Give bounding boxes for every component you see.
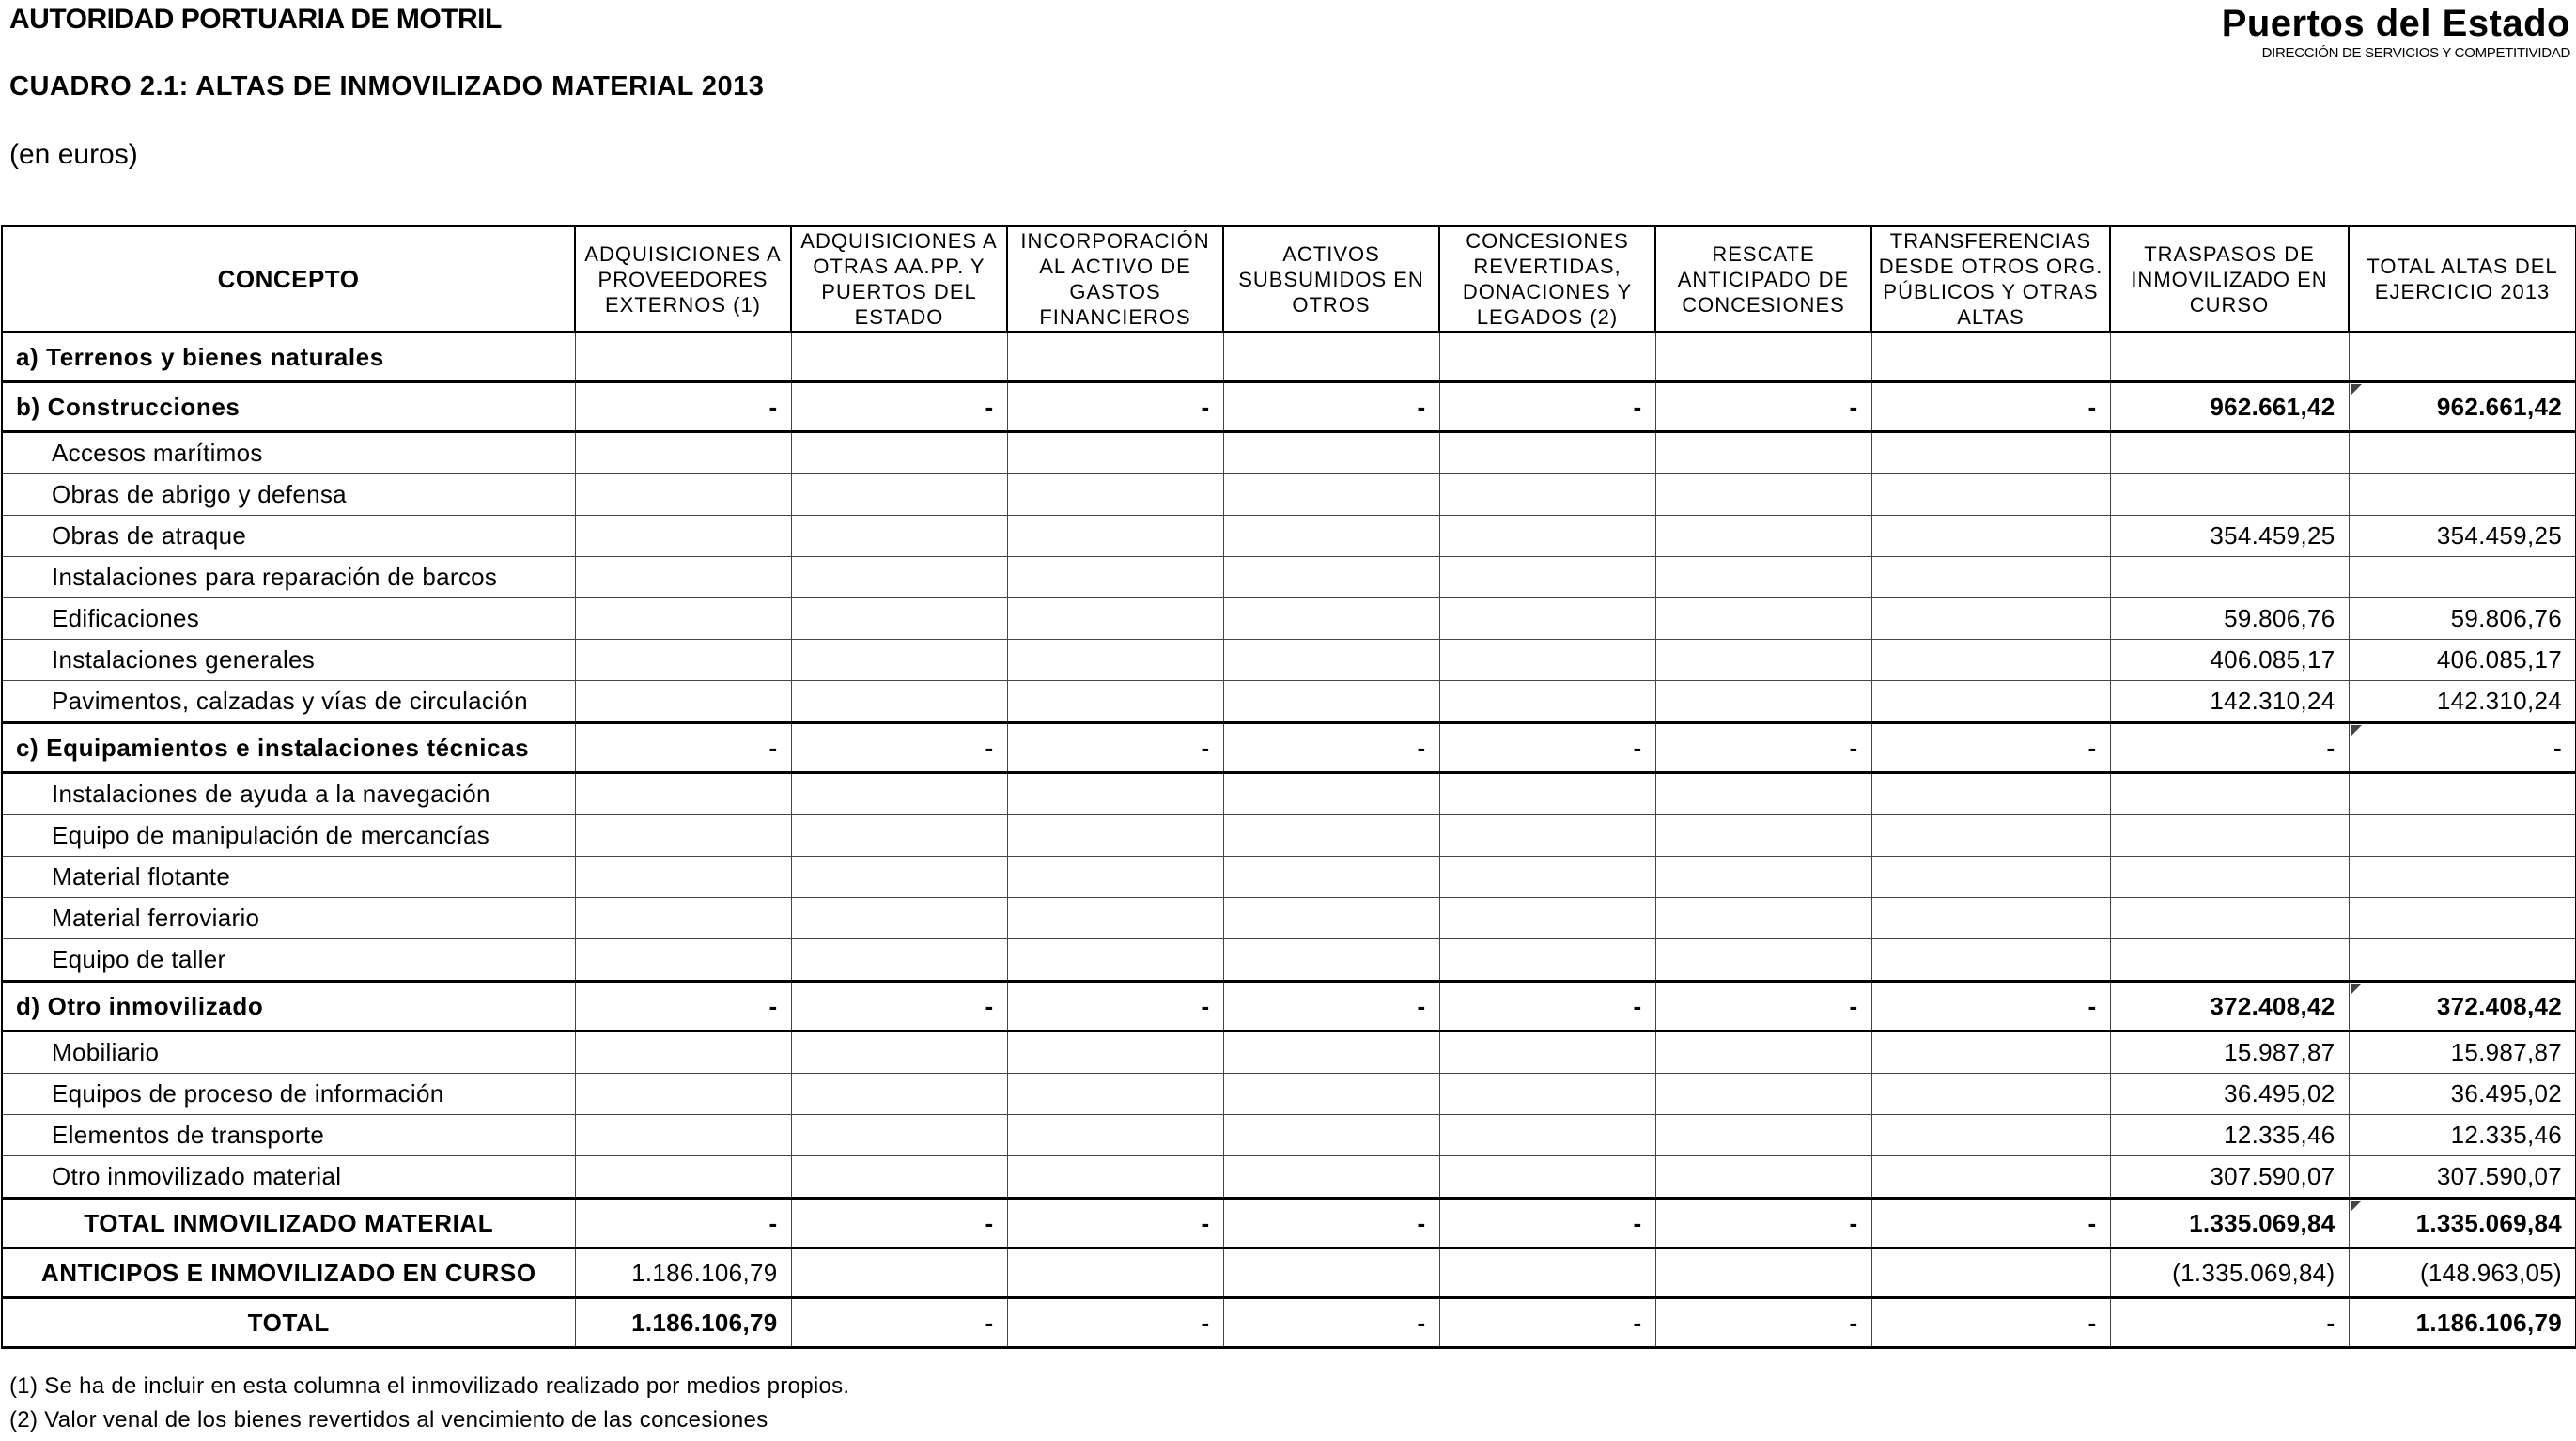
cell-value: 12.335,46 <box>2349 1115 2576 1156</box>
cell-value: - <box>1871 1298 2110 1348</box>
cell-value <box>575 857 791 898</box>
table-row <box>2 1031 2576 1074</box>
column-header-1 <box>575 226 791 333</box>
cell-value <box>1871 898 2110 939</box>
row-concept: Equipos de proceso de información <box>2 1074 575 1115</box>
cell-value <box>1007 516 1223 557</box>
cell-value <box>2110 939 2349 982</box>
cell-value <box>1439 681 1655 723</box>
cell-value <box>1439 773 1655 815</box>
cell-value <box>1439 1156 1655 1199</box>
cell-value <box>575 773 791 815</box>
cell-value: - <box>575 723 791 773</box>
cell-value <box>2349 557 2576 598</box>
cell-value <box>1871 432 2110 474</box>
table-row <box>2 773 2576 815</box>
row-concept: Obras de abrigo y defensa <box>2 474 575 516</box>
row-concept: Equipo de manipulación de mercancías <box>2 815 575 857</box>
table-row <box>2 640 2576 681</box>
cell-value <box>1655 598 1871 640</box>
cell-value: - <box>1871 723 2110 773</box>
cell-value <box>1007 815 1223 857</box>
cell-value <box>1439 432 1655 474</box>
cell-value <box>2110 432 2349 474</box>
table-row <box>2 898 2576 939</box>
cell-value <box>1439 1074 1655 1115</box>
cell-value <box>2349 773 2576 815</box>
row-concept: Equipo de taller <box>2 939 575 982</box>
cell-value: (148.963,05) <box>2349 1248 2576 1298</box>
cell-value <box>1007 598 1223 640</box>
column-header-label: TOTAL ALTAS DEL EJERCICIO 2013 <box>2367 255 2558 303</box>
column-header-label: CONCESIONES REVERTIDAS, DONACIONES Y LEGADOS (2) <box>1462 230 1633 328</box>
cell-value <box>2110 857 2349 898</box>
cell-value: - <box>1439 982 1655 1031</box>
cell-value: - <box>1007 382 1223 432</box>
row-concept: Obras de atraque <box>2 516 575 557</box>
cell-value <box>1655 432 1871 474</box>
cell-value: 142.310,24 <box>2349 681 2576 723</box>
table-header-row <box>2 226 2576 333</box>
cell-value <box>2349 857 2576 898</box>
cell-value <box>1439 1031 1655 1074</box>
cell-value <box>1655 1031 1871 1074</box>
cell-value <box>1655 939 1871 982</box>
cell-value: - <box>791 1199 1007 1248</box>
cell-value <box>791 1074 1007 1115</box>
cell-value <box>575 598 791 640</box>
cell-value <box>1439 640 1655 681</box>
cell-value: - <box>1223 1199 1439 1248</box>
cell-value <box>1439 1248 1655 1298</box>
cell-value: - <box>1223 723 1439 773</box>
cell-value <box>791 773 1007 815</box>
cell-value: - <box>1655 723 1871 773</box>
cell-value: - <box>1007 723 1223 773</box>
row-concept: Instalaciones de ayuda a la navegación <box>2 773 575 815</box>
cell-value <box>1655 815 1871 857</box>
cell-value <box>2349 939 2576 982</box>
table-row <box>2 516 2576 557</box>
cell-value <box>1223 333 1439 382</box>
cell-value: - <box>1439 1199 1655 1248</box>
cell-value <box>2110 815 2349 857</box>
cell-value <box>575 432 791 474</box>
cell-value: (1.335.069,84) <box>2110 1248 2349 1298</box>
cell-value <box>791 432 1007 474</box>
column-header-9 <box>2349 226 2576 333</box>
cell-value <box>575 1115 791 1156</box>
table-row <box>2 1115 2576 1156</box>
row-concept: ANTICIPOS E INMOVILIZADO EN CURSO <box>2 1248 575 1298</box>
column-header-4 <box>1223 226 1439 333</box>
cell-value <box>575 333 791 382</box>
cell-value <box>1655 557 1871 598</box>
cell-value <box>1655 857 1871 898</box>
table-row <box>2 1298 2576 1348</box>
cell-value <box>1871 1115 2110 1156</box>
cell-value <box>1223 1156 1439 1199</box>
cell-value: 15.987,87 <box>2110 1031 2349 1074</box>
cell-value <box>1223 939 1439 982</box>
cell-value: 15.987,87 <box>2349 1031 2576 1074</box>
cell-value <box>1007 898 1223 939</box>
cell-value <box>1655 1248 1871 1298</box>
table-row <box>2 432 2576 474</box>
cell-value <box>1007 1115 1223 1156</box>
cell-value: 1.186.106,79 <box>575 1298 791 1348</box>
cell-value <box>1007 333 1223 382</box>
cell-value <box>1439 598 1655 640</box>
cell-value <box>575 939 791 982</box>
cell-value <box>1871 598 2110 640</box>
cell-value <box>1007 1248 1223 1298</box>
cell-value: 354.459,25 <box>2110 516 2349 557</box>
cell-value: - <box>1871 982 2110 1031</box>
cell-value <box>1007 432 1223 474</box>
column-header-label: CONCEPTO <box>217 264 360 293</box>
cell-value: - <box>1655 982 1871 1031</box>
cell-value: - <box>2110 723 2349 773</box>
cell-value <box>1871 474 2110 516</box>
cell-value: - <box>1439 382 1655 432</box>
cell-value <box>575 1074 791 1115</box>
units-label: (en euros) <box>9 139 138 170</box>
cell-value <box>1007 1156 1223 1199</box>
cell-value <box>1655 640 1871 681</box>
row-concept: Otro inmovilizado material <box>2 1156 575 1199</box>
cell-value <box>1223 557 1439 598</box>
cell-value <box>1007 640 1223 681</box>
cell-value <box>1871 773 2110 815</box>
cell-value <box>1223 1074 1439 1115</box>
cell-value <box>791 898 1007 939</box>
column-header-5 <box>1439 226 1655 333</box>
cell-value: - <box>1655 382 1871 432</box>
cell-value <box>1871 1156 2110 1199</box>
cell-value <box>1439 1115 1655 1156</box>
cell-value <box>1871 640 2110 681</box>
cell-value <box>1223 516 1439 557</box>
cell-value: 1.186.106,79 <box>575 1248 791 1298</box>
cell-value <box>1655 1156 1871 1199</box>
cell-value <box>1871 1074 2110 1115</box>
row-concept: d) Otro inmovilizado <box>2 982 575 1031</box>
cell-value: - <box>791 723 1007 773</box>
table-row <box>2 815 2576 857</box>
row-concept: Edificaciones <box>2 598 575 640</box>
cell-value <box>575 1031 791 1074</box>
cell-value <box>1871 1031 2110 1074</box>
cell-value <box>1439 857 1655 898</box>
table-row <box>2 557 2576 598</box>
cell-value <box>2349 815 2576 857</box>
column-header-label: TRANSFERENCIAS DESDE OTROS ORG. PÚBLICOS Y OTRAS ALTAS <box>1878 230 2103 328</box>
cell-value <box>1439 815 1655 857</box>
cell-value <box>575 898 791 939</box>
footnote-2: (2) Valor venal de los bienes revertidos al vencimiento de las concesiones <box>9 1407 768 1433</box>
cell-value <box>1871 333 2110 382</box>
cell-value: - <box>575 1199 791 1248</box>
cell-value: 59.806,76 <box>2110 598 2349 640</box>
cell-value <box>575 640 791 681</box>
row-concept: Mobiliario <box>2 1031 575 1074</box>
cell-value <box>1871 516 2110 557</box>
cell-value <box>575 474 791 516</box>
cell-value <box>1007 1074 1223 1115</box>
row-concept: TOTAL <box>2 1298 575 1348</box>
cell-value: 406.085,17 <box>2110 640 2349 681</box>
cell-value <box>1439 516 1655 557</box>
cell-value <box>1871 557 2110 598</box>
cell-value <box>1007 681 1223 723</box>
table-row <box>2 857 2576 898</box>
row-concept: Instalaciones para reparación de barcos <box>2 557 575 598</box>
column-header-6 <box>1655 226 1871 333</box>
cell-value <box>575 1156 791 1199</box>
cell-value: 1.335.069,84 <box>2349 1199 2576 1248</box>
cell-value <box>1223 773 1439 815</box>
row-concept: Accesos marítimos <box>2 432 575 474</box>
cell-value: - <box>1007 1199 1223 1248</box>
cell-value <box>791 474 1007 516</box>
cell-value <box>1655 681 1871 723</box>
cell-value: - <box>1007 982 1223 1031</box>
cell-value <box>1655 1074 1871 1115</box>
cell-value <box>1655 1115 1871 1156</box>
cell-value: - <box>1871 382 2110 432</box>
cell-value <box>2110 898 2349 939</box>
cell-value: - <box>1223 382 1439 432</box>
cell-value: - <box>575 982 791 1031</box>
cell-value: 307.590,07 <box>2110 1156 2349 1199</box>
fixed-assets-table <box>1 225 2576 1349</box>
cell-value <box>1223 598 1439 640</box>
table-row <box>2 1074 2576 1115</box>
cell-value <box>1007 939 1223 982</box>
cell-value <box>575 681 791 723</box>
table-row <box>2 681 2576 723</box>
cell-value <box>1223 1031 1439 1074</box>
table-title: CUADRO 2.1: ALTAS DE INMOVILIZADO MATERIAL 2013 <box>9 71 765 101</box>
column-header-3 <box>1007 226 1223 333</box>
cell-value: - <box>791 382 1007 432</box>
cell-value <box>1223 815 1439 857</box>
column-header-label: RESCATE ANTICIPADO DE CONCESIONES <box>1677 241 1850 317</box>
brand-logo <box>2222 2 2570 62</box>
row-concept: c) Equipamientos e instalaciones técnicas <box>2 723 575 773</box>
cell-value: 36.495,02 <box>2110 1074 2349 1115</box>
row-concept: a) Terrenos y bienes naturales <box>2 333 575 382</box>
row-concept: Material ferroviario <box>2 898 575 939</box>
cell-value: - <box>1223 982 1439 1031</box>
cell-value: - <box>1655 1298 1871 1348</box>
cell-value <box>1223 474 1439 516</box>
cell-value: 1.186.106,79 <box>2349 1298 2576 1348</box>
row-concept: Material flotante <box>2 857 575 898</box>
cell-value <box>791 939 1007 982</box>
cell-value <box>1871 939 2110 982</box>
cell-value <box>1007 474 1223 516</box>
column-header-7 <box>1871 226 2110 333</box>
cell-value <box>1439 474 1655 516</box>
row-concept: Instalaciones generales <box>2 640 575 681</box>
cell-value: 962.661,42 <box>2110 382 2349 432</box>
cell-value <box>1871 857 2110 898</box>
cell-value: 142.310,24 <box>2110 681 2349 723</box>
cell-value <box>1223 898 1439 939</box>
column-header-concepto <box>2 226 575 333</box>
cell-value <box>1655 333 1871 382</box>
cell-value <box>1007 773 1223 815</box>
cell-value: - <box>1871 1199 2110 1248</box>
cell-value <box>1439 557 1655 598</box>
cell-value <box>2110 474 2349 516</box>
cell-value <box>1871 815 2110 857</box>
cell-value: 372.408,42 <box>2349 982 2576 1031</box>
cell-value: 59.806,76 <box>2349 598 2576 640</box>
footnote-1: (1) Se ha de incluir en esta columna el inmovilizado realizado por medios propios. <box>9 1373 850 1399</box>
cell-value <box>1007 857 1223 898</box>
cell-value <box>791 1248 1007 1298</box>
column-header-label: INCORPORACIÓN AL ACTIVO DE GASTOS FINANCIEROS <box>1020 230 1210 328</box>
row-concept: Elementos de transporte <box>2 1115 575 1156</box>
cell-value <box>1439 939 1655 982</box>
cell-value <box>2349 474 2576 516</box>
cell-value: - <box>1007 1298 1223 1348</box>
cell-value <box>1223 681 1439 723</box>
cell-value <box>2349 432 2576 474</box>
cell-value <box>1655 898 1871 939</box>
cell-value <box>1007 557 1223 598</box>
table-row <box>2 333 2576 382</box>
column-header-8 <box>2110 226 2349 333</box>
cell-value <box>1871 681 2110 723</box>
cell-value: 36.495,02 <box>2349 1074 2576 1115</box>
cell-value <box>575 516 791 557</box>
column-header-label: TRASPASOS DE INMOVILIZADO EN CURSO <box>2131 241 2328 317</box>
cell-value <box>791 557 1007 598</box>
cell-value <box>1655 474 1871 516</box>
table-row <box>2 1199 2576 1248</box>
cell-value: 406.085,17 <box>2349 640 2576 681</box>
authority-title: AUTORIDAD PORTUARIA DE MOTRIL <box>9 4 502 35</box>
cell-value <box>1007 1031 1223 1074</box>
cell-value: - <box>2110 1298 2349 1348</box>
cell-value <box>791 640 1007 681</box>
brand-subtitle: DIRECCIÓN DE SERVICIOS Y COMPETITIVIDAD <box>2261 45 2570 61</box>
cell-value <box>791 598 1007 640</box>
cell-value: 1.335.069,84 <box>2110 1199 2349 1248</box>
cell-value: 307.590,07 <box>2349 1156 2576 1199</box>
cell-value <box>575 557 791 598</box>
cell-value <box>791 516 1007 557</box>
cell-value: - <box>791 1298 1007 1348</box>
table-row <box>2 1248 2576 1298</box>
table-row <box>2 382 2576 432</box>
row-concept: b) Construcciones <box>2 382 575 432</box>
cell-value <box>1655 773 1871 815</box>
cell-value: - <box>1223 1298 1439 1348</box>
cell-value <box>2349 333 2576 382</box>
row-concept: Pavimentos, calzadas y vías de circulación <box>2 681 575 723</box>
column-header-label: ACTIVOS SUBSUMIDOS EN OTROS <box>1238 241 1424 317</box>
row-concept: TOTAL INMOVILIZADO MATERIAL <box>2 1199 575 1248</box>
brand-name: Puertos del Estado <box>2221 3 2570 44</box>
table-row <box>2 982 2576 1031</box>
cell-value: 372.408,42 <box>2110 982 2349 1031</box>
cell-value: 962.661,42 <box>2349 382 2576 432</box>
cell-value: - <box>2349 723 2576 773</box>
cell-value <box>2110 333 2349 382</box>
cell-value <box>1439 898 1655 939</box>
cell-value: 354.459,25 <box>2349 516 2576 557</box>
cell-value <box>1871 1248 2110 1298</box>
cell-value: - <box>791 982 1007 1031</box>
cell-value: - <box>1439 1298 1655 1348</box>
cell-value <box>575 815 791 857</box>
cell-value: - <box>1655 1199 1871 1248</box>
cell-value <box>1223 1248 1439 1298</box>
cell-value <box>1439 333 1655 382</box>
cell-value <box>791 1031 1007 1074</box>
cell-value <box>791 815 1007 857</box>
cell-value <box>1223 1115 1439 1156</box>
cell-value <box>2110 773 2349 815</box>
table-row <box>2 723 2576 773</box>
cell-value <box>2110 557 2349 598</box>
table-row <box>2 474 2576 516</box>
cell-value <box>791 681 1007 723</box>
footnotes <box>9 1370 849 1437</box>
cell-value <box>791 333 1007 382</box>
cell-value <box>1223 432 1439 474</box>
cell-value <box>1223 857 1439 898</box>
cell-value: - <box>1439 723 1655 773</box>
cell-value <box>791 1156 1007 1199</box>
cell-value <box>791 1115 1007 1156</box>
table-row <box>2 1156 2576 1199</box>
column-header-2 <box>791 226 1007 333</box>
table-row <box>2 598 2576 640</box>
cell-value <box>1223 640 1439 681</box>
column-header-label: ADQUISICIONES A OTRAS AA.PP. Y PUERTOS DEL ESTADO <box>800 230 998 328</box>
table-body <box>2 333 2576 1348</box>
cell-value: 12.335,46 <box>2110 1115 2349 1156</box>
cell-value <box>2349 898 2576 939</box>
cell-value <box>791 857 1007 898</box>
cell-value <box>1655 516 1871 557</box>
cell-value: - <box>575 382 791 432</box>
table-row <box>2 939 2576 982</box>
column-header-label: ADQUISICIONES A PROVEEDORES EXTERNOS (1) <box>584 241 782 317</box>
